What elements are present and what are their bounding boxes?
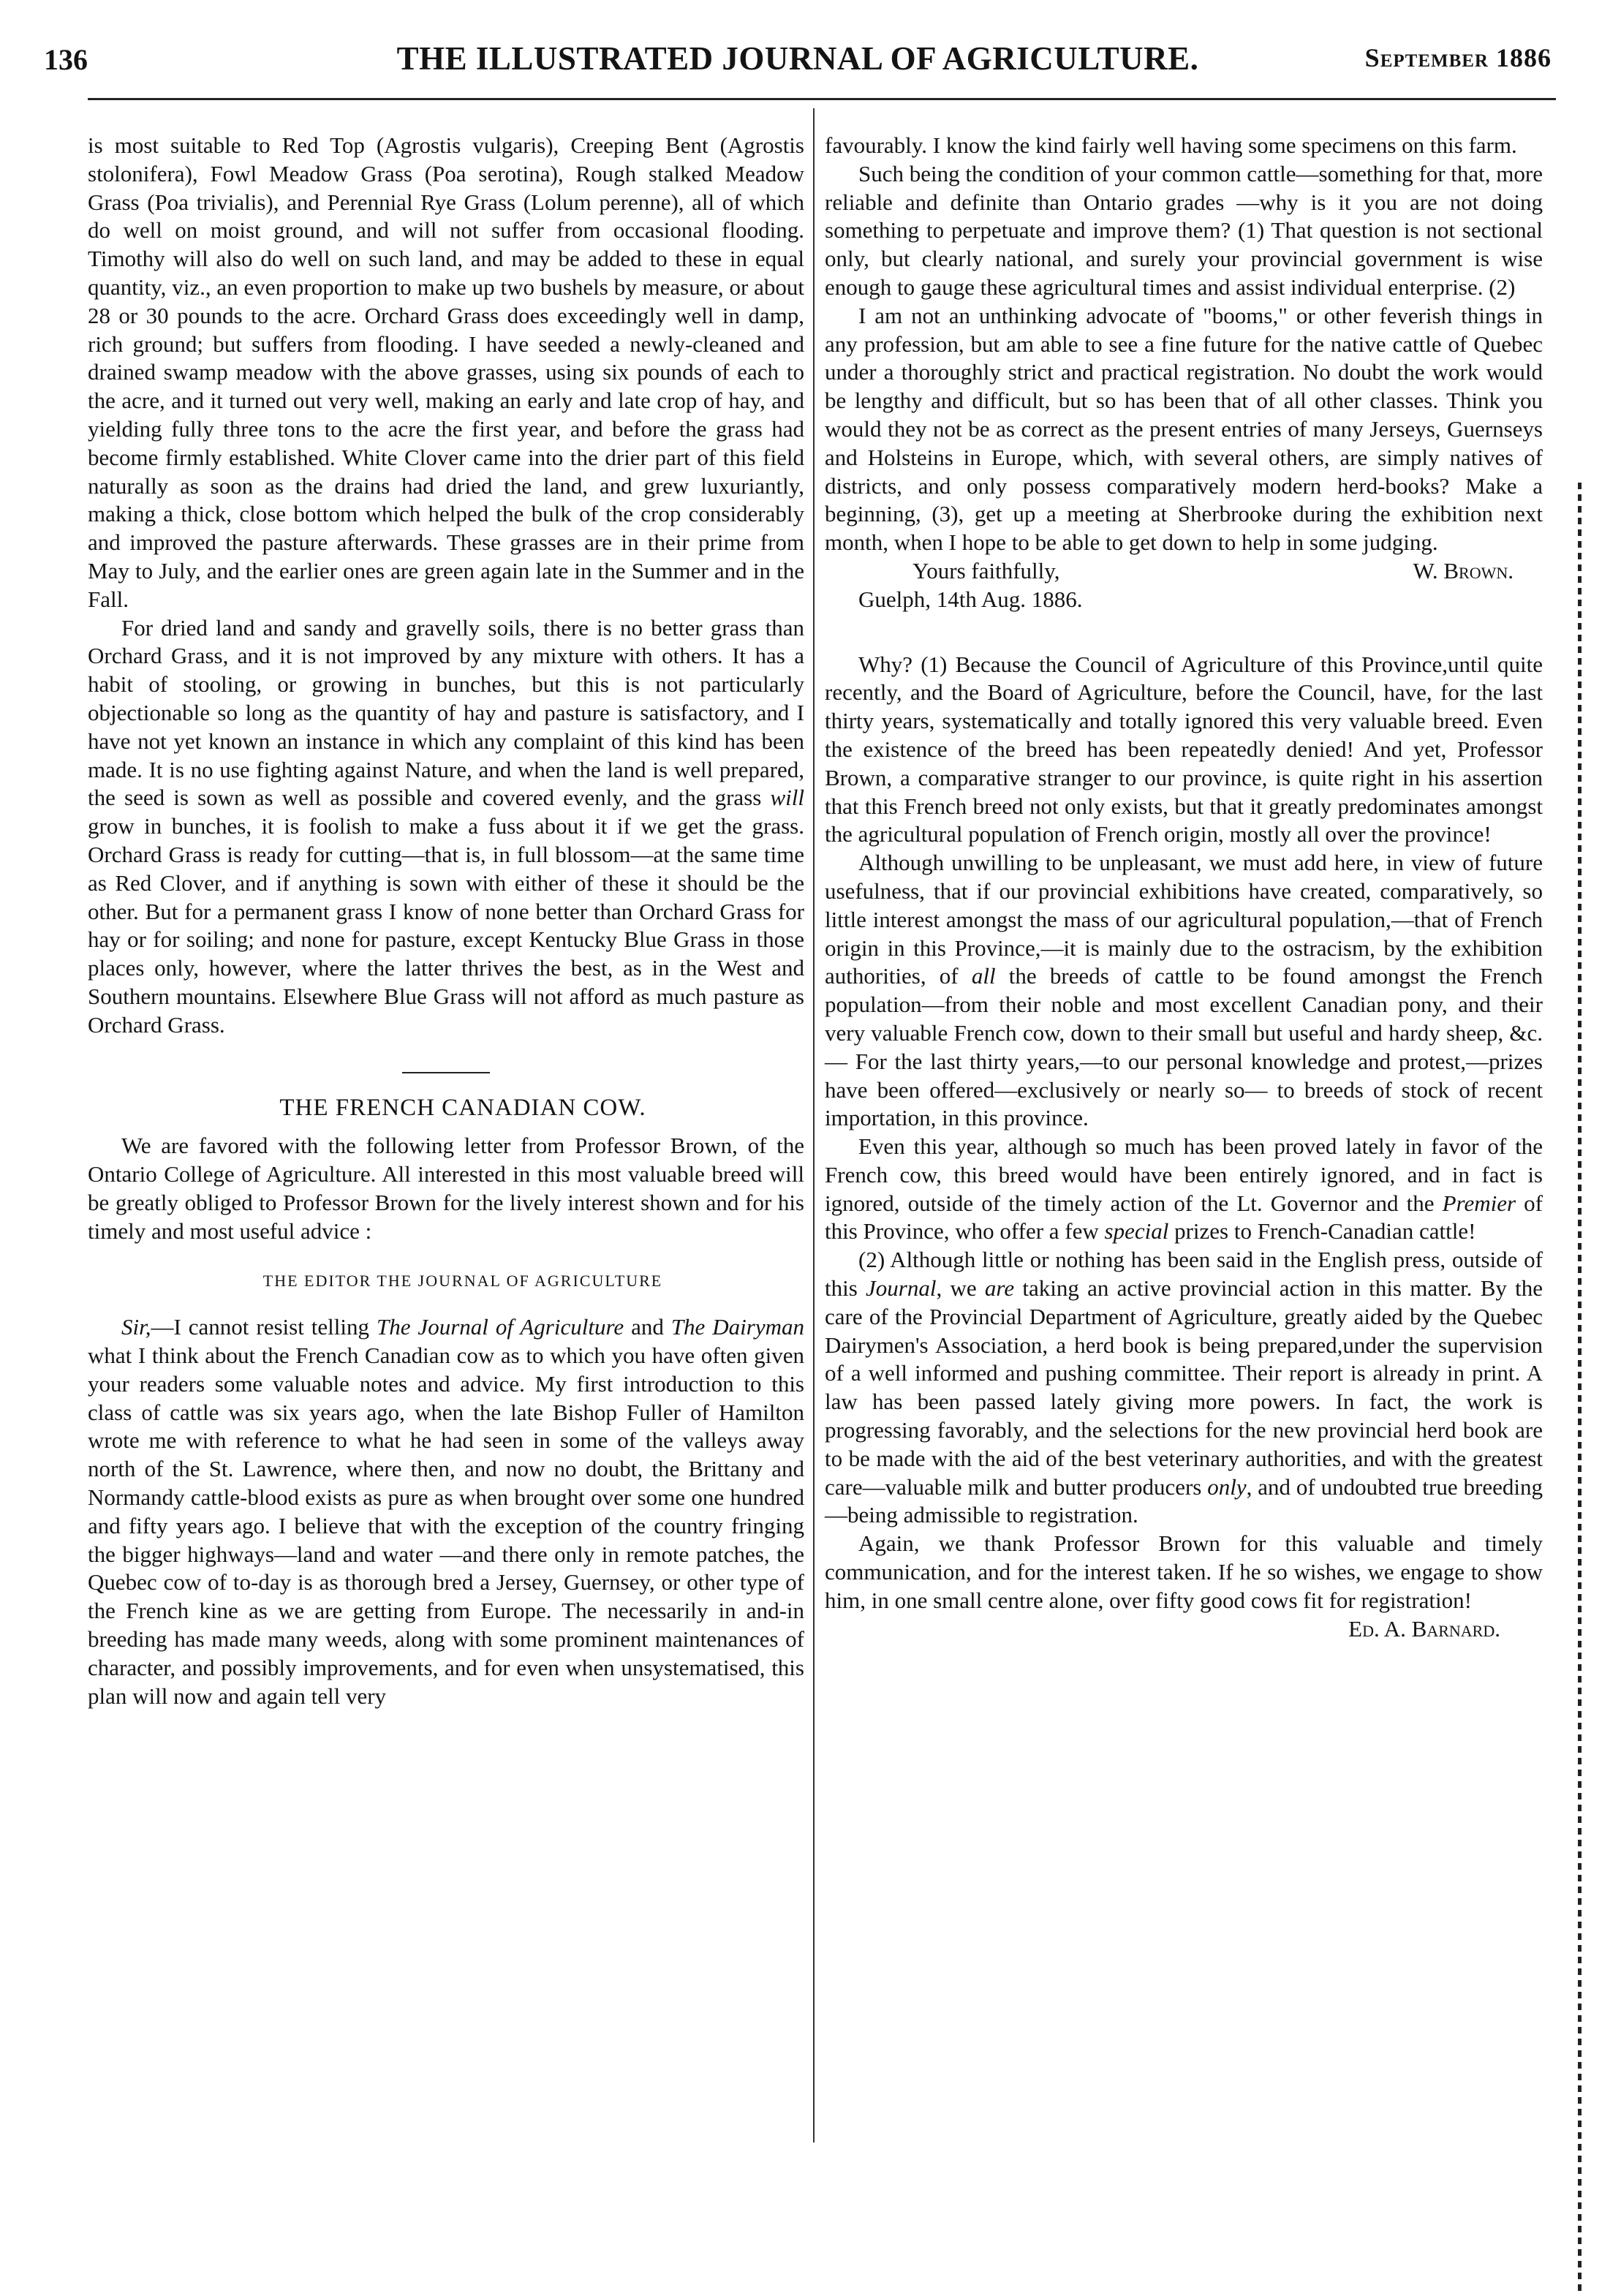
letter-signature [825,557,1543,586]
section-title: THE FRENCH CANADIAN COW. [279,1094,646,1121]
editor-note-4: (2) Although little or nothing has been said in the English press, outside of this Journal, we are taking an active provincial action in this matter. By the care of the Provincial Department of Agriculture, greatly aided by the Quebec Dairymen's Association, a herd book is being prepared,under the supervision of a well informed and pushing committee. Their report is already in print. A law has been passed lately giving more powers. In fact, the work is progressing favorably, and the selections for the new provincial herd book are to be made with the aid of the best veterinary authorities, and with the greatest care—valuable milk and butter producers only, and of undoubted true breeding—being admissible to registration. [825,1247,1543,1528]
editor-note-2: Although unwilling to be unpleasant, we must add here, in view of future usefulness, that if our provincial exhibitions have created, comparatively, so little interest amongst the mass of our agricultural population,—that of French origin in this Province,—it is mainly due to the ostracism, by the exhibition authorities, of all the breeds of cattle to be found amongst the French population—from their noble and most excellent Canadian pony, and their very valuable French cow, down to their small but useful and hardy sheep, &c.— For the last thirty years,—to our personal knowledge and protest,—prizes have been offered—exclusively or nearly so— to breeds of stock of recent importation, in this province. [825,850,1543,1131]
letter-addressee: THE EDITOR THE JOURNAL OF AGRICULTURE [262,1272,663,1291]
header-rule [88,98,1556,100]
letter-paragraph-2: Such being the condition of your common cattle—something for that, more reliable and definite than Ontario grades —why is it you are not doing something to perpetuate and improve them? (1) That question is not sectional only, but clearly national, and surely your provincial government is wise enough to gauge these agricultural times and assist individual enterprise. (2) [825,160,1543,300]
page-number: 136 [44,43,88,76]
signer: W. Brown. [1413,557,1514,584]
right-column [825,132,1543,1643]
issue-date: September 1886 [1364,43,1552,72]
editor-note-5: Again, we thank Professor Brown for this valuable and timely communication, and for the interest taken. If he so wishes, we engage to show him, in one small centre alone, over fifty good cows fit for registration! [825,1530,1543,1613]
grass-paragraph-1: is most suitable to Red Top (Agrostis vulgaris), Creeping Bent (Agrostis stolonifera), Fowl Meadow Grass (Poa serotina), Rough stalked Meadow Grass (Poa trivialis), and Perennial Rye Grass (Lolum perenne), all of which do well on moist ground, and will not suffer from occasional flooding. Timothy will also do well on such land, and may be added to these in equal quantity, viz., an even proportion to make up two bushels by measure, or about 28 or 30 pounds to the acre. Orchard Grass does exceedingly well in damp, rich ground; but suffers from flooding. I have seeded a newly-cleaned and drained swamp meadow with the above grasses, using six pounds of each to the acre, and it turned out very well, making an early and late crop of hay, and yielding fully three tons to the acre the first year, and before the grass had become firmly established. White Clover came into the drier part of this field naturally as soon as the drains had dried the land, and grew luxuriantly, making a thick, close bottom which helped the bulk of the crop considerably and improved the pasture afterwards. These grasses are in their prime from May to July, and the earlier ones are green again late in the Summer and in the Fall. [88,132,804,612]
place-date: Guelph, 14th Aug. 1886. [858,586,1083,612]
intro-paragraph: We are favored with the following letter from Professor Brown, of the Ontario College of Agriculture. All interested in this most valuable breed will be greatly obliged to Professor Brown for the lively interest shown and for his timely and most useful advice : [88,1133,804,1244]
page-header [44,38,1552,82]
grass-paragraph-2: For dried land and sandy and gravelly soils, there is no better grass than Orchard Grass, and it is not improved by any mixture with others. It has a habit of stooling, or growing in bunches, but this is not particularly objectionable so long as the quantity of hay and pasture is satisfactory, and I have not yet known an instance in which any complaint of this kind has been made. It is no use fighting against Nature, and when the land is well prepared, the seed is sown as well as possible and covered evenly, and the grass will grow in bunches, it is foolish to make a fuss about it if we get the grass. Orchard Grass is ready for cutting—that is, in full blossom—at the same time as Red Clover, and if anything is sown with either of these it should be the other. But for a permanent grass I know of none better than Orchard Grass for hay or for soiling; and none for pasture, except Kentucky Blue Grass in those places only, however, where the latter thrives the best, as in the West and Southern mountains. Elsewhere Blue Grass will not afford as much pasture as Orchard Grass. [88,614,804,1038]
journal-title: THE ILLUSTRATED JOURNAL OF AGRICULTURE. [396,40,1199,77]
closing: Yours faithfully, [912,557,1060,584]
editor-note-1: Why? (1) Because the Council of Agriculture of this Province,until quite recently, and the Board of Agriculture, before the Council, have, for the last thirty years, systematically and totally ignored this very valuable breed. Even the existence of the breed has been repeatedly denied! And yet, Professor Brown, a comparative stranger to our province, is quite right in his assertion that this French breed not only exists, but that it greatly predominates amongst the agricultural population of French origin, mostly all over the province! [825,651,1543,847]
editor-note-3: Even this year, although so much has been proved lately in favor of the French cow, this breed would have been entirely ignored, and in fact is ignored, outside of the timely action of the Lt. Governor and the Premier of this Province, who offer a few special prizes to French-Canadian cattle! [825,1133,1543,1245]
letter-paragraph-3: I am not an unthinking advocate of "booms," or other feverish things in any profession, but am able to see a fine future for the native cattle of Quebec under a thoroughly strict and practical registration. No doubt the work would be lengthy and difficult, but so has been that of all other classes. Think you would they not be as correct as the present entries of many Jerseys, Guernseys and Holsteins in Europe, which, with several others, are simply natives of districts, and only possess comparatively modern herd-books? Make a beginning, (3), get up a meeting at Sherbrooke during the exhibition next month, when I hope to be able to get down to help in some judging. [825,302,1543,556]
left-column [88,132,804,1710]
letter-continuation: favourably. I know the kind fairly well having some specimens on this farm. [825,132,1517,158]
page-edge-marks [1578,483,1582,2296]
editor-signature: Ed. A. Barnard. [1348,1615,1500,1642]
letter-paragraph: Sir,—I cannot resist telling The Journal of Agriculture and The Dairyman what I think about the French Canadian cow as to which you have often given your readers some valuable notes and advice. My first introduction to this class of cattle was six years ago, when the late Bishop Fuller of Hamilton wrote me with reference to what he had seen in some of the valleys away north of the St. Lawrence, where then, and now no doubt, the Brittany and Normandy cattle-blood exists as pure as when brought over some one hundred and fifty years ago. I believe that with the exception of the country fringing the bigger highways—land and water —and there only in remote patches, the Quebec cow of to-day is as thorough bred a Jersey, Guernsey, or other type of the French kine as we are getting from Europe. The necessarily in and-in breeding has made many weeds, along with some prominent maintenances of character, and possibly improvements, and for even when unsystematised, this plan will now and again tell very [88,1314,804,1709]
column-divider [813,108,815,2142]
